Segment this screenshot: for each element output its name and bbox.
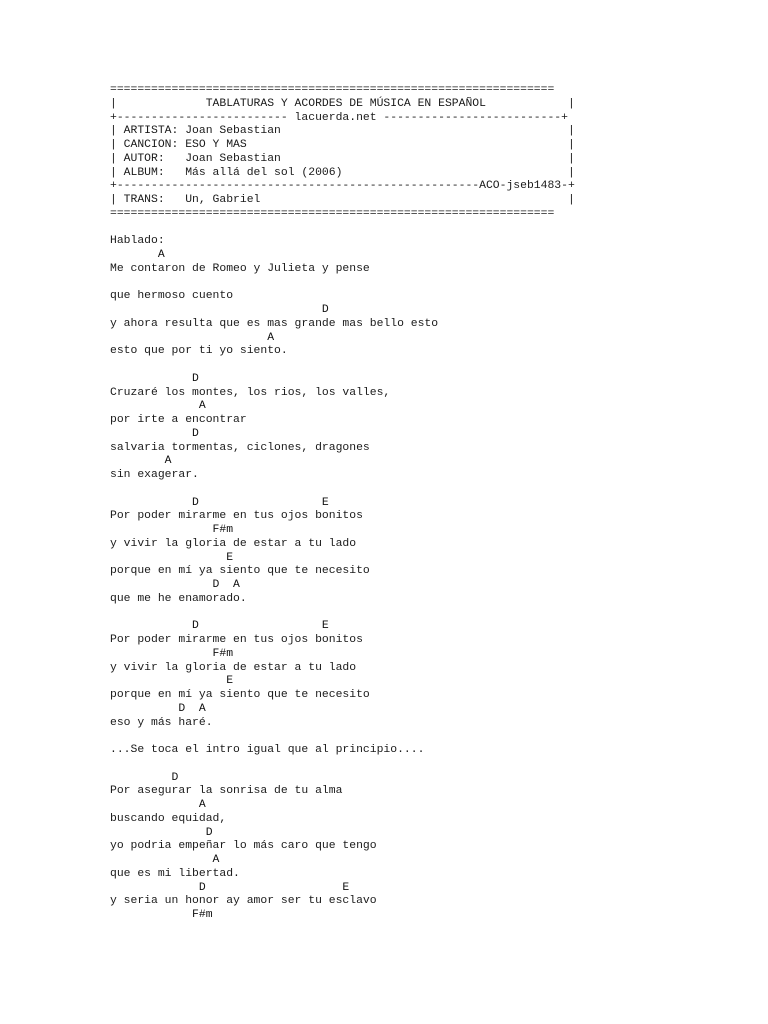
chord-line: E <box>110 675 234 688</box>
header-box-line: | CANCION: ESO Y MAS | <box>110 139 575 151</box>
lyric-line: y seria un honor ay amor ser tu esclavo <box>110 895 377 908</box>
chord-line: D <box>110 826 213 839</box>
chord-line: A <box>110 799 206 811</box>
chord-line: D A <box>110 579 240 591</box>
blank-line <box>110 730 670 744</box>
chord-line: D A <box>110 702 206 715</box>
lyric-line: que es mi libertad. <box>110 867 240 880</box>
lyric-line: esto que por ti yo siento. <box>110 345 288 358</box>
lyric-line: Hablado: <box>110 235 165 248</box>
chord-sheet <box>110 84 670 923</box>
header-box-line: | TABLATURAS Y ACORDES DE MÚSICA EN ESPAÑOL | <box>110 97 575 110</box>
lyric-line: que me he enamorado. <box>110 592 247 605</box>
lyric-line: por irte a encontrar <box>110 414 247 426</box>
chord-line: F#m <box>110 524 234 536</box>
chord-line: A <box>110 854 220 866</box>
chord-line: E <box>110 551 234 564</box>
chord-line: D <box>110 372 199 385</box>
header-box-line: ================================================================= <box>110 84 555 96</box>
lyric-line: Por asegurar la sonrisa de tu alma <box>110 785 343 798</box>
lyric-line: porque en mí ya siento que te necesito <box>110 689 370 701</box>
lyric-line: porque en mí ya siento que te necesito <box>110 565 370 578</box>
header-box-line: | ALBUM: Más allá del sol (2006) | <box>110 166 575 179</box>
chord-line: A <box>110 455 172 468</box>
lyric-line: buscando equidad, <box>110 812 227 825</box>
chord-line: D <box>110 304 329 316</box>
chord-line: F#m <box>110 647 234 660</box>
lyric-line: Cruzaré los montes, los rios, los valles, <box>110 386 391 399</box>
header-box-line: | AUTOR: Joan Sebastian | <box>110 152 575 165</box>
blank-line <box>110 758 670 772</box>
chord-line: D E <box>110 881 350 894</box>
lyric-line: y ahora resulta que es mas grande mas bello esto <box>110 317 439 330</box>
blank-line <box>110 359 670 373</box>
blank-line <box>110 607 670 621</box>
lyric-line: salvaria tormentas, ciclones, dragones <box>110 441 370 454</box>
chord-line: D E <box>110 496 329 509</box>
blank-line <box>110 222 670 236</box>
lyric-line: Por poder mirarme en tus ojos bonitos <box>110 510 363 523</box>
chord-line: A <box>110 249 165 261</box>
lyric-line: yo podria empeñar lo más caro que tengo <box>110 840 377 853</box>
lyric-line: y vivir la gloria de estar a tu lado <box>110 537 357 550</box>
header-box-line: | TRANS: Un, Gabriel | <box>110 194 575 206</box>
lyric-line: ...Se toca el intro igual que al principio.... <box>110 744 425 756</box>
chord-line: D <box>110 427 199 440</box>
blank-line <box>110 483 670 497</box>
header-box-line: +-----------------------------------------------------ACO-jseb1483-+ <box>110 180 575 193</box>
blank-line <box>110 277 670 291</box>
header-box-line: ================================================================= <box>110 207 555 220</box>
header-box-line: +------------------------- lacuerda.net --------------------------+ <box>110 111 568 124</box>
header-box-line: | ARTISTA: Joan Sebastian | <box>110 125 575 138</box>
lyric-line: sin exagerar. <box>110 469 199 481</box>
lyric-line: y vivir la gloria de estar a tu lado <box>110 661 357 674</box>
lyric-line: eso y más haré. <box>110 716 213 729</box>
chord-line: D E <box>110 620 329 633</box>
lyric-line: Me contaron de Romeo y Julieta y pense <box>110 262 370 275</box>
chord-line: A <box>110 331 275 344</box>
lyric-line: Por poder mirarme en tus ojos bonitos <box>110 634 363 646</box>
chord-line: F#m <box>110 909 213 921</box>
chord-line: D <box>110 771 179 784</box>
lyric-line: que hermoso cuento <box>110 290 234 303</box>
chord-line: A <box>110 400 206 413</box>
